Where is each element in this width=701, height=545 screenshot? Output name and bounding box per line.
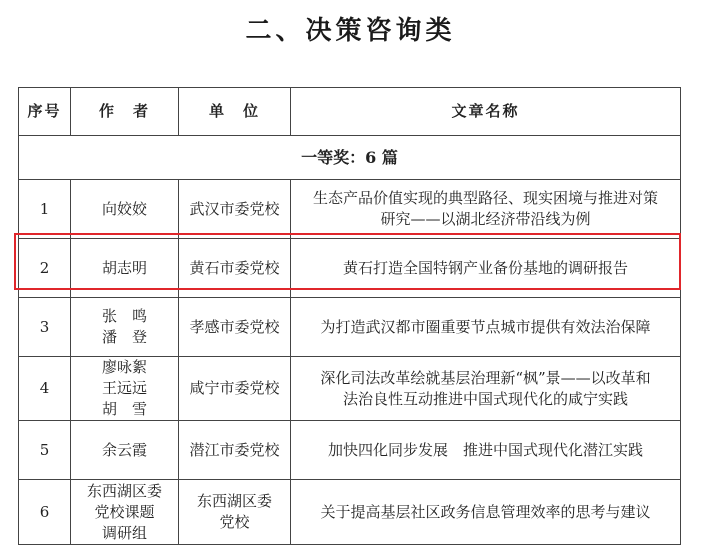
award-table [18, 87, 681, 545]
row-article: 为打造武汉都市圈重要节点城市提供有效法治保障 [291, 298, 681, 357]
row-no: 4 [19, 357, 71, 421]
table-row [19, 239, 681, 298]
row-no: 2 [19, 239, 71, 298]
row-article: 生态产品价值实现的典型路径、现实困境与推进对策 研究——以湖北经济带沿线为例 [291, 180, 681, 239]
row-unit: 黄石市委党校 [179, 239, 291, 298]
row-author: 余云霞 [71, 421, 179, 480]
table-row [19, 421, 681, 480]
table-row [19, 298, 681, 357]
row-unit: 咸宁市委党校 [179, 357, 291, 421]
row-unit: 潜江市委党校 [179, 421, 291, 480]
table-row [19, 180, 681, 239]
row-article: 加快四化同步发展 推进中国式现代化潜江实践 [291, 421, 681, 480]
header-no: 序号 [19, 88, 71, 136]
page-title: 二、决策咨询类 [245, 16, 456, 46]
row-author: 胡志明 [71, 239, 179, 298]
row-author: 廖咏絮 王远远 胡 雪 [71, 357, 179, 421]
row-author: 东西湖区委 党校课题 调研组 [71, 480, 179, 545]
row-author: 向姣姣 [71, 180, 179, 239]
header-author: 作 者 [71, 88, 179, 136]
row-no: 1 [19, 180, 71, 239]
table-row [19, 480, 681, 545]
table-row [19, 357, 681, 421]
row-unit: 孝感市委党校 [179, 298, 291, 357]
header-unit: 单 位 [179, 88, 291, 136]
row-author: 张 鸣 潘 登 [71, 298, 179, 357]
row-no: 6 [19, 480, 71, 545]
row-no: 3 [19, 298, 71, 357]
table-header-row [19, 88, 681, 136]
row-article: 关于提高基层社区政务信息管理效率的思考与建议 [291, 480, 681, 545]
section-row [19, 136, 681, 180]
header-article: 文章名称 [291, 88, 681, 136]
row-no: 5 [19, 421, 71, 480]
section-title: 一等奖：6 篇 [19, 136, 681, 180]
row-article: 深化司法改革绘就基层治理新“枫”景——以改革和 法治良性互动推进中国式现代化的咸宁实践 [291, 357, 681, 421]
row-unit: 东西湖区委 党校 [179, 480, 291, 545]
row-unit: 武汉市委党校 [179, 180, 291, 239]
row-article: 黄石打造全国特钢产业备份基地的调研报告 [291, 239, 681, 298]
